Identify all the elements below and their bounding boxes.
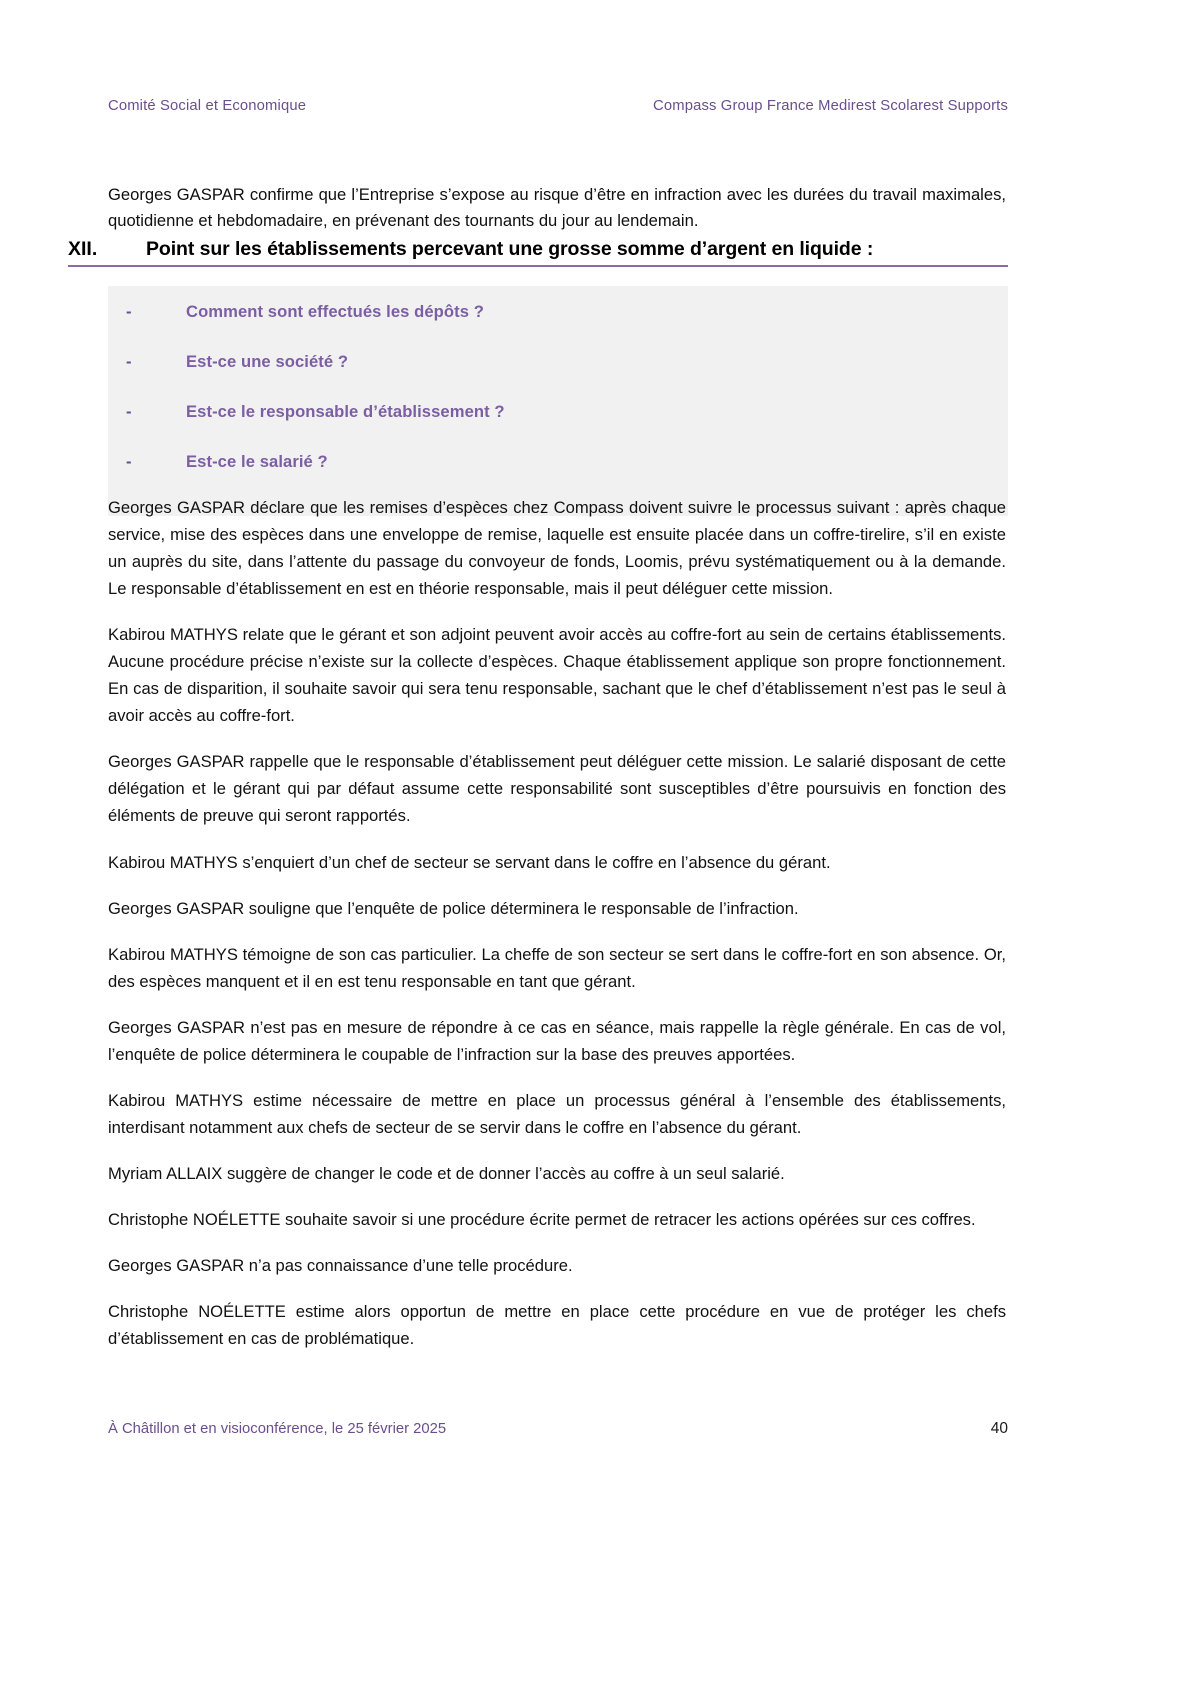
running-header [108, 98, 1008, 114]
question-text: Est-ce le salarié ? [186, 452, 328, 471]
question-list-block [108, 286, 1008, 516]
running-footer [108, 1420, 1008, 1438]
page-content [68, 0, 1008, 1698]
section-heading [68, 238, 1008, 267]
body-paragraph: Kabirou MATHYS s’enquiert d’un chef de secteur se servant dans le coffre en l’absence du gérant. [108, 852, 831, 872]
bullet-dash-icon: - [126, 352, 132, 371]
body-text-flow [108, 494, 1006, 1352]
body-paragraph: Georges GASPAR rappelle que le responsable d’établissement peut déléguer cette mission. Le salarié disposant de cette délégation et le gérant qui par défaut assume cette responsabilité sont susceptibles d’être poursuivis en fonction des éléments de preuve qui seront rapportés. [108, 752, 1006, 826]
header-left-text: Comité Social et Economique [108, 98, 307, 114]
body-paragraph: Georges GASPAR n’est pas en mesure de répondre à ce cas en séance, mais rappelle la règle générale. En cas de vol, l’enquête de police déterminera le coupable de l’infraction sur la base des preuves apportées. [108, 1017, 1006, 1064]
body-paragraph: Georges GASPAR souligne que l’enquête de police déterminera le responsable de l’infraction. [108, 898, 799, 918]
body-paragraph: Georges GASPAR déclare que les remises d’espèces chez Compass doivent suivre le processus suivant : après chaque service, mise des espèces dans une enveloppe de remise, laquelle est ensuite placée dans un coffre-tirelire, s’il en existe un auprès du site, dans l’attente du passage du convoyeur de fonds, Loomis, prévu systématiquement ou à la demande. Le responsable d’établissement en est en théorie responsable, mais il peut déléguer cette mission. [108, 498, 1006, 599]
body-paragraph: Georges GASPAR n’a pas connaissance d’une telle procédure. [108, 1255, 573, 1275]
question-text: Comment sont effectués les dépôts ? [186, 302, 484, 321]
body-paragraph: Christophe NOÉLETTE souhaite savoir si une procédure écrite permet de retracer les actions opérées sur ces coffres. [108, 1209, 976, 1229]
body-paragraph: Christophe NOÉLETTE estime alors opportun de mettre en place cette procédure en vue de protéger les chefs d’établissement en cas de problématique. [108, 1302, 1006, 1349]
body-paragraph: Kabirou MATHYS relate que le gérant et son adjoint peuvent avoir accès au coffre-fort au sein de certains établissements. Aucune procédure précise n’existe sur la collecte d’espèces. Chaque établissement applique son propre fonctionnement. En cas de disparition, il souhaite savoir qui sera tenu responsable, sachant que le chef d’établissement n’est pas le seul à avoir accès au coffre-fort. [108, 625, 1006, 726]
list-item [108, 352, 1008, 402]
question-text: Est-ce le responsable d’établissement ? [186, 402, 505, 421]
page-number: 40 [990, 1420, 1008, 1437]
list-item [108, 302, 1008, 352]
bullet-dash-icon: - [126, 452, 132, 471]
body-paragraph: Myriam ALLAIX suggère de changer le code et de donner l’accès au coffre à un seul salarié. [108, 1163, 785, 1183]
bullet-dash-icon: - [126, 302, 132, 321]
section-title: Point sur les établissements percevant une grosse somme d’argent en liquide : [146, 238, 874, 260]
footer-location-date: À Châtillon et en visioconférence, le 25 février 2025 [108, 1421, 447, 1437]
body-paragraph: Kabirou MATHYS estime nécessaire de mettre en place un processus général à l’ensemble des établissements, interdisant notamment aux chefs de secteur de se servir dans le coffre en l’absence du gérant. [108, 1090, 1006, 1137]
question-text: Est-ce une société ? [186, 352, 349, 371]
header-right-text: Compass Group France Medirest Scolarest Supports [653, 98, 1008, 114]
section-numeral: XII. [68, 238, 98, 260]
bullet-dash-icon: - [126, 402, 132, 421]
list-item [108, 402, 1008, 452]
body-paragraph: Kabirou MATHYS témoigne de son cas particulier. La cheffe de son secteur se sert dans le coffre-fort en son absence. Or, des espèces manquent et il en est tenu responsable en tant que gérant. [108, 944, 1006, 991]
intro-paragraph: Georges GASPAR confirme que l’Entreprise s’expose au risque d’être en infraction avec les durées du travail maximales, quotidienne et hebdomadaire, en prévenant des tournants du jour au lendemain. [108, 184, 1006, 231]
